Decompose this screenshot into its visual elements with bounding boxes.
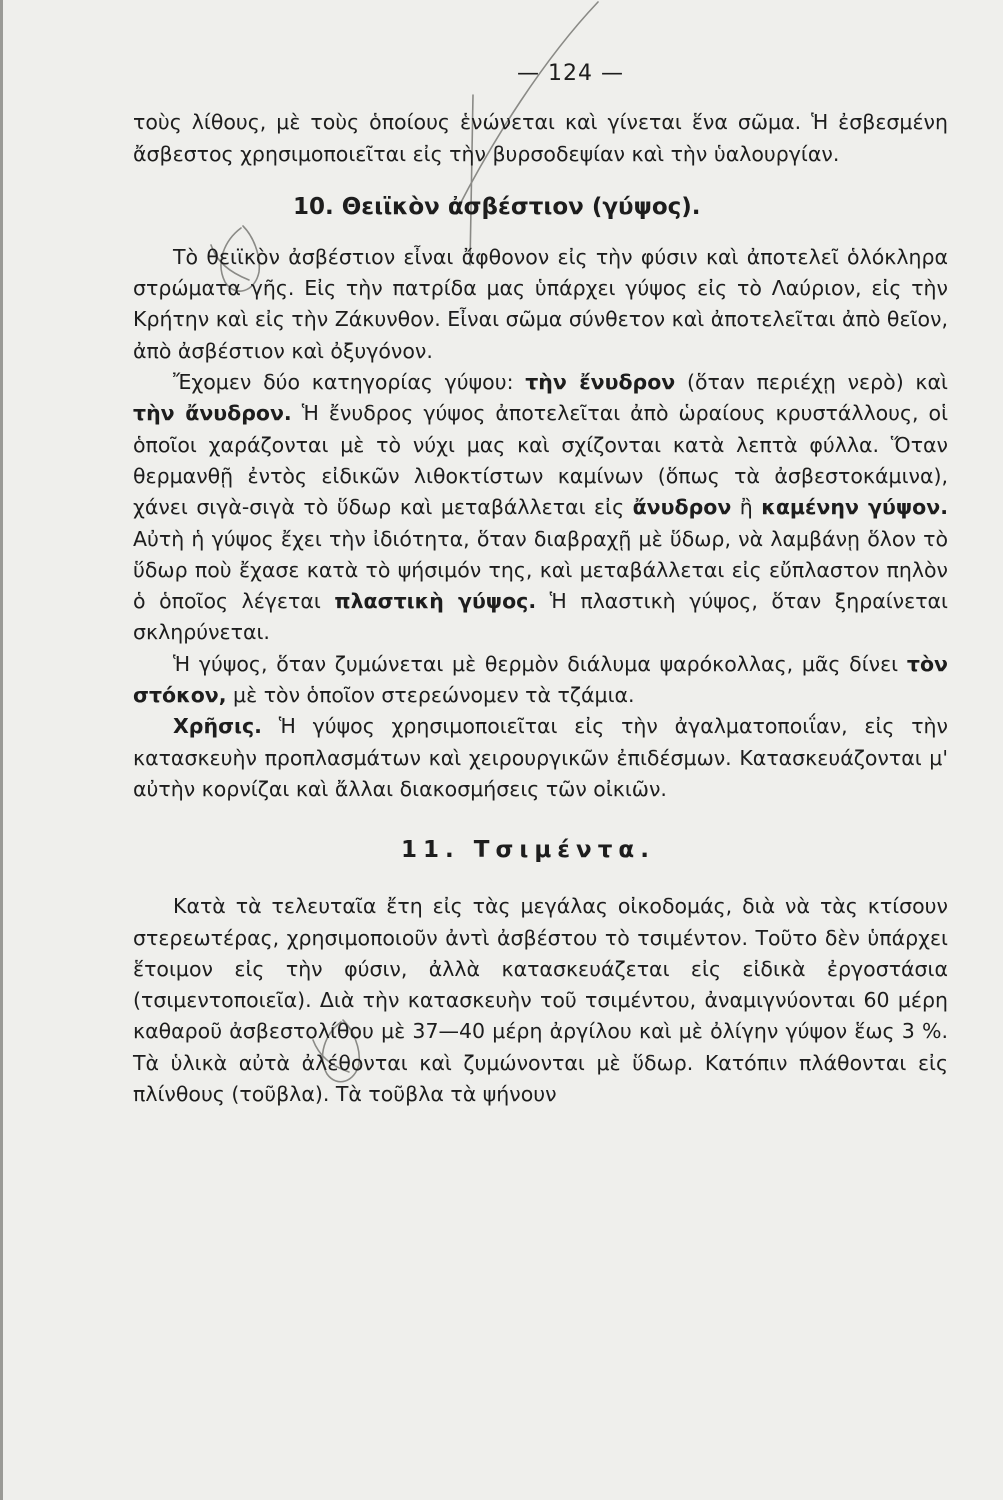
section-10-paragraph-1: Τὸ θειϊκὸν ἀσβέστιον εἶναι ἄφθονον εἰς τὴν φύσιν καὶ ἀποτελεῖ ὁλόκληρα στρώματα γῆς. Εἰς τὴν πατρίδα μας ὑπάρχει γύψος εἰς τὸ Λαύριον, εἰς τὴν Κρήτην καὶ εἰς τὴν Ζάκυνθον. Εἶναι σῶμα σύνθετον καὶ ἀποτελεῖται ἀπὸ θεῖον, ἀπὸ ἀσβέστιον καὶ ὀξυγόνον. <box>133 244 948 363</box>
section-10-paragraph-3 <box>133 649 948 712</box>
p2-text-5: Αὐτὴ ἡ γύψος ἔχει τὴν ἰδιότητα, ὅταν διαβραχῇ μὲ ὕδωρ, νὰ λαμβάνῃ ὅλον τὸ ὕδωρ ποὺ ἔχασε κατὰ τὸ ψήσιμόν της, καὶ μεταβάλλεται εἰς εὔπλαστον πηλὸν ὁ ὁποῖος λέγεται <box>133 526 948 614</box>
intro-paragraph <box>133 107 948 170</box>
term-anydron-2: ἄνυδρον <box>632 495 732 520</box>
p2-text-1: Ἔχομεν δύο κατηγορίας γύψου: <box>173 370 526 395</box>
p3-text-1: Ἡ γύψος, ὅταν ζυμώνεται μὲ θερμὸν διάλυμα ψαρόκολλας, μᾶς δίνει <box>173 651 907 676</box>
term-kamenin-gypson: καμένην γύψον. <box>761 495 948 520</box>
p2-text-6: Ἡ πλαστικὴ γύψος, ὅταν ξηραίνεται σκληρύνεται. <box>133 589 948 645</box>
p3-text-2: μὲ τὸν ὁποῖον στερεώνομεν τὰ τζάμια. <box>226 683 635 708</box>
term-enydron: τὴν ἔνυδρον <box>525 370 676 395</box>
term-stokon: τὸν στόκον, <box>133 651 948 708</box>
intro-text-2: Ἡ ἐσβεσμένη ἄσβεστος χρησιμοποιεῖται εἰς τὴν βυρσοδεψίαν καὶ τὴν ὑαλουργίαν. <box>133 110 948 166</box>
page-number: — 124 — <box>517 61 624 86</box>
p2-text-2: (ὅταν περιέχῃ νερὸ) καὶ <box>675 370 948 395</box>
p2-text-4: ἢ <box>731 495 762 520</box>
section-10-paragraph-4 <box>133 711 948 805</box>
section-11-heading: 11. Τσιμέντα. <box>401 837 655 864</box>
intro-text-1: τοὺς λίθους, μὲ τοὺς ὁποίους ἑνώνεται καὶ γίνεται ἕνα σῶμα. <box>133 110 812 135</box>
section-10-heading: 10. Θειϊκὸν ἀσβέστιον (γύψος). <box>293 193 701 220</box>
term-anydron: τὴν ἄνυδρον. <box>133 401 292 426</box>
page-text <box>133 58 948 1110</box>
section-10-paragraph-2 <box>133 367 948 649</box>
term-plastiki-gypsos: πλαστικὴ γύψος. <box>334 589 537 614</box>
term-chrisis: Χρῆσις. <box>173 714 262 739</box>
p2-text-3: Ἡ ἔνυδρος γύψος ἀποτελεῖται ἀπὸ ὡραίους κρυστάλλους, οἱ ὁποῖοι χαράζονται μὲ τὸ νύχι μας καὶ σχίζονται κατὰ λεπτὰ φύλλα. Ὅταν θερμανθῇ ἐντὸς εἰδικῶν λιθοκτίστων καμίνων (ὅπως τὰ ἀσβεστοκάμινα), χάνει σιγὰ-σιγὰ τὸ ὕδωρ καὶ μεταβάλλεται εἰς <box>133 401 949 520</box>
section-11-paragraph-1: Κατὰ τὰ τελευταῖα ἔτη εἰς τὰς μεγάλας οἰκοδομάς, διὰ νὰ τὰς κτίσουν στερεωτέρας, χρησιμοποιοῦν ἀντὶ ἀσβέστου τὸ τσιμέντον. Τοῦτο δὲν ὑπάρχει ἕτοιμον εἰς τὴν φύσιν, ἀλλὰ κατασκευάζεται εἰς εἰδικὰ ἐργοστάσια (τσιμεντοποιεῖα). Διὰ τὴν κατασκευὴν τοῦ τσιμέντου, ἀναμιγνύονται 60 μέρη καθαροῦ ἀσβεστολίθου μὲ 37—40 μέρη ἀργίλου καὶ μὲ ὀλίγην γύψον ἕως 3 %. Τὰ ὑλικὰ αὐτὰ ἀλέθονται καὶ ζυμώνονται μὲ ὕδωρ. Κατόπιν πλάθονται εἰς πλίνθους (τοῦβλα). Τὰ τοῦβλα τὰ ψήνουν <box>133 894 948 1107</box>
p4-text-1: Ἡ γύψος χρησιμοποιεῖται εἰς τὴν ἀγαλματοποιΐαν, εἰς τὴν κατασκευὴν προπλασμάτων καὶ χειρουργικῶν ἐπιδέσμων. Κατασκευάζονται μ' αὐτὴν κορνίζαι καὶ ἄλλαι διακοσμήσεις τῶν οἰκιῶν. <box>133 714 948 801</box>
